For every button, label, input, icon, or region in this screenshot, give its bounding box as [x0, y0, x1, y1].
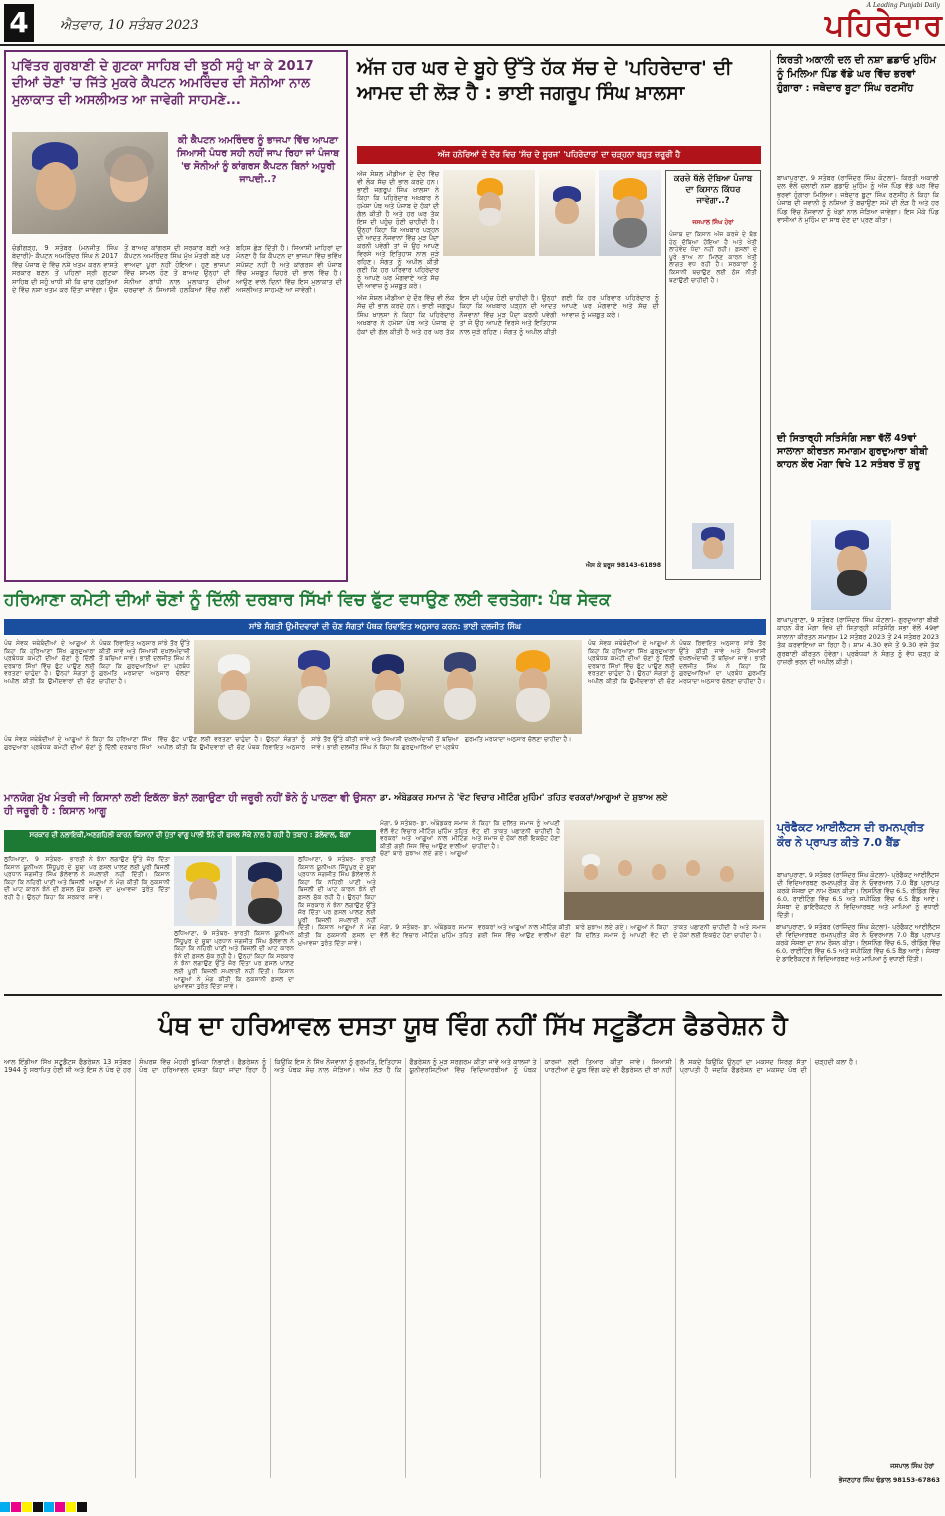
headline: ਪਵਿੱਤਰ ਗੁਰਬਾਣੀ ਦੇ ਗੁਟਕਾ ਸਾਹਿਬ ਦੀ ਝੂਠੀ ਸਹੁੰ ਖਾ ਕੇ 2017 ਦੀਆਂ ਚੋਣਾਂ 'ਚ ਜਿੱਤੇ ਮੁਕਰੇ ਕੈਪਟਨ ਅਮਰਿੰਦਰ ਦੀ ਸੋਨੀਆ ਨਾਲ ਮੁਲਾਕਾਤ ਦੀ ਅਸਲੀਅਤ ਆ ਜਾਵੇਗੀ ਸਾਹਮਣੇ... [12, 59, 314, 108]
photo-kisan-leader-2 [236, 856, 294, 926]
moga-body: ਬਾਘਾਪੁਰਾਣਾ, 9 ਸਤੰਬਰ (ਰਾਜਿੰਦਰ ਸਿੰਘ ਕੋਟਲਾ)- ਕਿਰਤੀ ਅਕਾਲੀ ਦਲ ਵੱਲੋਂ ਚਲਾਈ ਨਸ਼ਾ ਛਡਾਓ ਮੁਹਿੰਮ ਨੂੰ ਅੱਜ ਪਿੰਡ ਵੱਡੇ ਘਰ ਵਿੱਚ ਭਰਵਾਂ ਹੁੰਗਾਰਾ ਮਿਲਿਆ। ਜਥੇਦਾਰ ਬੂਟਾ ਸਿੰਘ ਰਣਸੀਂਹ ਨੇ ਕਿਹਾ ਕਿ ਪੰਜਾਬ ਦੀ ਜਵਾਨੀ ਨੂੰ ਨਸ਼ਿਆਂ ਤੋਂ ਬਚਾਉਣਾ ਸਮੇਂ ਦੀ ਲੋੜ ਹੈ ਅਤੇ ਹਰ ਪਿੰਡ ਵਿੱਚ ਨੌਜਵਾਨਾਂ ਨੂੰ ਖੇਡਾਂ ਨਾਲ ਜੋੜਿਆ ਜਾਵੇਗਾ। ਇਸ ਮੌਕੇ ਪਿੰਡ ਵਾਸੀਆਂ ਨੇ ਮੁਹਿੰਮ ਦਾ ਸਾਥ ਦੇਣ ਦਾ ਪ੍ਰਣ ਕੀਤਾ। [777, 174, 939, 225]
story-jagroop [353, 50, 765, 582]
kisan-body-right: ਲੁਧਿਆਣਾ, 9 ਸਤੰਬਰ- ਭਾਰਤੀ ਕਿਸਾਨ ਯੂਨੀਅਨ ਸਿੱਧੂਪੁਰ ਦੇ ਸੂਬਾ ਪ੍ਰਧਾਨ ਜਗਜੀਤ ਸਿੰਘ ਡੱਲੇਵਾਲ ਨੇ ਕਿਹਾ ਕਿ ਨਹਿਰੀ ਪਾਣੀ ਅਤੇ ਬਿਜਲੀ ਦੀ ਘਾਟ ਕਾਰਨ ਝੋਨੇ ਦੀ ਫ਼ਸਲ ਸੁੱਕ ਰਹੀ ਹੈ। ਉਨ੍ਹਾਂ ਕਿਹਾ ਕਿ ਸਰਕਾਰ ਨੇ ਝੋਨਾ ਲਗਾਉਣ ਉੱਤੇ ਜ਼ੋਰ ਦਿੱਤਾ ਪਰ ਫ਼ਸਲ ਪਾਲਣ ਲਈ ਪੂਰੀ ਬਿਜਲੀ ਸਪਲਾਈ ਨਹੀਂ ਦਿੱਤੀ। ਕਿਸਾਨ ਆਗੂਆਂ ਨੇ ਮੰਗ ਕੀਤੀ ਕਿ ਨੁਕਸਾਨੀ ਫ਼ਸਲ ਦਾ ਮੁਆਵਜ਼ਾ ਤੁਰੰਤ ਦਿੱਤਾ ਜਾਵੇ। [298, 856, 376, 947]
page-header [0, 0, 945, 46]
banner-subhead: ਸਾਂਝੇ ਸੰਗਤੀ ਉਮੀਦਵਾਰਾਂ ਦੀ ਚੋਣ ਸੰਗਤਾਂ ਪੰਥਕ ਰਿਵਾਇਤ ਅਨੁਸਾਰ ਕਰਨ: ਭਾਈ ਦਲਜੀਤ ਸਿੰਘ [4, 619, 766, 635]
story-gurbani [4, 50, 348, 582]
box-headline: ਕਰਜ਼ੇ ਥੱਲੇ ਦੱਬਿਆ ਪੰਜਾਬ ਦਾ ਕਿਸਾਨ ਕਿੱਧਰ ਜਾਵੇਗਾ..? [673, 174, 753, 206]
ambedkar-body-left: ਮੋਗਾ, 9 ਸਤੰਬਰ- ਡਾ. ਅੰਬੇਡਕਰ ਸਮਾਜ ਵੱਲੋਂ ਵੋਟ ਵਿਚਾਰ ਮੀਟਿੰਗ ਮੁਹਿੰਮ ਤਹਿਤ ਵਰਕਰਾਂ ਅਤੇ ਆਗੂਆਂ ਨਾਲ ਮੀਟਿੰਗ ਕੀਤੀ ਗਈ ਜਿਸ ਵਿੱਚ ਆਉਣ ਵਾਲੀਆਂ ਚੋਣਾਂ ਬਾਰੇ ਸੁਝਾਅ ਲਏ ਗਏ। ਆਗੂਆਂ ਨੇ ਕਿਹਾ ਕਿ ਦਲਿਤ ਸਮਾਜ ਨੂੰ ਆਪਣੀ ਵੋਟ ਦੀ ਤਾਕਤ ਪਛਾਣਨੀ ਚਾਹੀਦੀ ਹੈ ਅਤੇ ਸਮਾਜ ਦੇ ਹੱਕਾਂ ਲਈ ਇਕਜੁੱਟ ਹੋਣਾ ਚਾਹੀਦਾ ਹੈ। [380, 820, 560, 858]
ambedkar-body-bottom: ਮੋਗਾ, 9 ਸਤੰਬਰ- ਡਾ. ਅੰਬੇਡਕਰ ਸਮਾਜ ਵੱਲੋਂ ਵੋਟ ਵਿਚਾਰ ਮੀਟਿੰਗ ਮੁਹਿੰਮ ਤਹਿਤ ਵਰਕਰਾਂ ਅਤੇ ਆਗੂਆਂ ਨਾਲ ਮੀਟਿੰਗ ਕੀਤੀ ਗਈ ਜਿਸ ਵਿੱਚ ਆਉਣ ਵਾਲੀਆਂ ਚੋਣਾਂ ਬਾਰੇ ਸੁਝਾਅ ਲਏ ਗਏ। ਆਗੂਆਂ ਨੇ ਕਿਹਾ ਕਿ ਦਲਿਤ ਸਮਾਜ ਨੂੰ ਆਪਣੀ ਵੋਟ ਦੀ ਤਾਕਤ ਪਛਾਣਨੀ ਚਾਹੀਦੀ ਹੈ ਅਤੇ ਸਮਾਜ ਦੇ ਹੱਕਾਂ ਲਈ ਇਕਜੁੱਟ ਹੋਣਾ ਚਾਹੀਦਾ ਹੈ। [380, 924, 766, 939]
headline: ਅੱਜ ਹਰ ਘਰ ਦੇ ਬੂਹੇ ਉੱਤੇ ਹੱਕ ਸੱਚ ਦੇ 'ਪਹਿਰੇਦਾਰ' ਦੀ ਆਮਦ ਦੀ ਲੋੜ ਹੈ : ਭਾਈ ਜਗਰੂਪ ਸਿੰਘ ਖ਼ਾਲਸਾ [357, 57, 732, 104]
photo-jagroop-singh [599, 170, 661, 256]
kirtan-headline: ਦੀ ਸਿਤਾਰ੍ਹੀ ਸਤਿਸੰਗਿ ਸਭਾ ਵੱਲੋਂ 49ਵਾਂ ਸਾਲਾਨਾ ਕੀਰਤਨ ਸਮਾਗਮ ਗੁਰਦੁਆਰਾ ਬੀਬੀ ਕਾਹਨ ਕੌਰ ਮੋਗਾ ਵਿਖੇ 12 ਸਤੰਬਰ ਤੋਂ ਸ਼ੁਰੂ [777, 433, 928, 470]
tagline: A Leading Punjabi Daily [866, 2, 940, 9]
ielts-body: ਬਾਘਾਪੁਰਾਣਾ, 9 ਸਤੰਬਰ (ਰਾਜਿੰਦਰ ਸਿੰਘ ਕੋਟਲਾ)- ਪ੍ਰੋਫੈਕਟ ਆਈਲੈਟਸ ਦੀ ਵਿਦਿਆਰਥਣ ਰਮਨਪ੍ਰੀਤ ਕੌਰ ਨੇ ਓਵਰਆਲ 7.0 ਬੈਂਡ ਪ੍ਰਾਪਤ ਕਰਕੇ ਸੰਸਥਾ ਦਾ ਨਾਮ ਰੌਸ਼ਨ ਕੀਤਾ। ਲਿਸਨਿੰਗ ਵਿੱਚ 6.5, ਰੀਡਿੰਗ ਵਿੱਚ 6.0, ਰਾਈਟਿੰਗ ਵਿੱਚ 6.5 ਅਤੇ ਸਪੀਕਿੰਗ ਵਿੱਚ 6.5 ਬੈਂਡ ਆਏ। ਸੰਸਥਾ ਦੇ ਡਾਇਰੈਕਟਰ ਨੇ ਵਿਦਿਆਰਥਣ ਅਤੇ ਮਾਪਿਆਂ ਨੂੰ ਵਧਾਈ ਦਿੱਤੀ। [777, 872, 939, 919]
footer-credit: ਭੇਜਣਹਾਰ ਸਿੰਘ ਢੰਡਾਲ 98153-67863 [838, 1476, 940, 1484]
banner-headline: ਹਰਿਆਣਾ ਕਮੇਟੀ ਦੀਆਂ ਚੋਣਾਂ ਨੂੰ ਦਿੱਲੀ ਦਰਬਾਰ ਸਿੱਖਾਂ ਵਿਚ ਫੁੱਟ ਵਧਾਉਣ ਲਈ ਵਰਤੇਗਾ: ਪੰਥ ਸੇਵਕ [4, 590, 611, 610]
photo-kisan-leader-1 [174, 856, 232, 926]
photo-ambedkar-meeting [564, 820, 764, 920]
kisan-body-under: ਲੁਧਿਆਣਾ, 9 ਸਤੰਬਰ- ਭਾਰਤੀ ਕਿਸਾਨ ਯੂਨੀਅਨ ਸਿੱਧੂਪੁਰ ਦੇ ਸੂਬਾ ਪ੍ਰਧਾਨ ਜਗਜੀਤ ਸਿੰਘ ਡੱਲੇਵਾਲ ਨੇ ਕਿਹਾ ਕਿ ਨਹਿਰੀ ਪਾਣੀ ਅਤੇ ਬਿਜਲੀ ਦੀ ਘਾਟ ਕਾਰਨ ਝੋਨੇ ਦੀ ਫ਼ਸਲ ਸੁੱਕ ਰਹੀ ਹੈ। ਉਨ੍ਹਾਂ ਕਿਹਾ ਕਿ ਸਰਕਾਰ ਨੇ ਝੋਨਾ ਲਗਾਉਣ ਉੱਤੇ ਜ਼ੋਰ ਦਿੱਤਾ ਪਰ ਫ਼ਸਲ ਪਾਲਣ ਲਈ ਪੂਰੀ ਬਿਜਲੀ ਸਪਲਾਈ ਨਹੀਂ ਦਿੱਤੀ। ਕਿਸਾਨ ਆਗੂਆਂ ਨੇ ਮੰਗ ਕੀਤੀ ਕਿ ਨੁਕਸਾਨੀ ਫ਼ਸਲ ਦਾ ਮੁਆਵਜ਼ਾ ਤੁਰੰਤ ਦਿੱਤਾ ਜਾਵੇ। [174, 930, 294, 991]
youth-signoff: ਜਸਪਾਲ ਸਿੰਘ ਹੇਰਾਂ [890, 1462, 934, 1470]
youth-headline: ਪੰਥ ਦਾ ਹਰਿਆਵਲ ਦਸਤਾ ਯੂਥ ਵਿੰਗ ਨਹੀਂ ਸਿੱਖ ਸਟੂਡੈਂਟਸ ਫੈਡਰੇਸ਼ਨ ਹੈ [158, 1011, 788, 1040]
photo-speaker [539, 170, 595, 256]
story-kisan [4, 790, 376, 990]
ielts-headline: ਪ੍ਰੋਫੈਕਟ ਆਈਲੈਟਸ ਦੀ ਰਮਨਪ੍ਰੀਤ ਕੌਰ ਨੇ ਪ੍ਰਾਪਤ ਕੀਤੇ 7.0 ਬੈਂਡ [777, 821, 924, 849]
photo-captain-sonia [12, 132, 168, 234]
page-number: 4 [4, 4, 34, 42]
kirtan-body: ਬਾਘਾਪੁਰਾਣਾ, 9 ਸਤੰਬਰ (ਰਾਜਿੰਦਰ ਸਿੰਘ ਕੋਟਲਾ)- ਗੁਰਦੁਆਰਾ ਬੀਬੀ ਕਾਹਨ ਕੌਰ ਮੋਗਾ ਵਿਖੇ ਦੀ ਸਿਤਾਰ੍ਹੀ ਸਤਿਸੰਗਿ ਸਭਾ ਵੱਲੋਂ 49ਵਾਂ ਸਾਲਾਨਾ ਕੀਰਤਨ ਸਮਾਗਮ 12 ਸਤੰਬਰ 2023 ਤੋਂ 24 ਸਤੰਬਰ 2023 ਤੱਕ ਕਰਵਾਇਆ ਜਾ ਰਿਹਾ ਹੈ। ਸ਼ਾਮ 4.30 ਵਜੇ ਤੋਂ 9.30 ਵਜੇ ਤੱਕ ਗੁਰਬਾਣੀ ਕੀਰਤਨ ਹੋਵੇਗਾ। ਪ੍ਰਬੰਧਕਾਂ ਨੇ ਸੰਗਤ ਨੂੰ ਵੱਧ ਚੜ੍ਹ ਕੇ ਹਾਜ਼ਰੀ ਭਰਨ ਦੀ ਅਪੀਲ ਕੀਤੀ। [777, 616, 939, 667]
story-body-left: ਅੱਜ ਸੋਸ਼ਲ ਮੀਡੀਆ ਦੇ ਦੌਰ ਵਿੱਚ ਵੀ ਲੋਕ ਸੱਚ ਦੀ ਭਾਲ ਕਰਦੇ ਹਨ। ਭਾਈ ਜਗਰੂਪ ਸਿੰਘ ਖ਼ਾਲਸਾ ਨੇ ਕਿਹਾ ਕਿ ਪਹਿਰੇਦਾਰ ਅਖ਼ਬਾਰ ਨੇ ਹਮੇਸ਼ਾ ਪੰਥ ਅਤੇ ਪੰਜਾਬ ਦੇ ਹੱਕਾਂ ਦੀ ਗੱਲ ਕੀਤੀ ਹੈ ਅਤੇ ਹਰ ਘਰ ਤੱਕ ਇਸ ਦੀ ਪਹੁੰਚ ਹੋਣੀ ਚਾਹੀਦੀ ਹੈ। ਉਨ੍ਹਾਂ ਕਿਹਾ ਕਿ ਅਖ਼ਬਾਰ ਪੜ੍ਹਨ ਦੀ ਆਦਤ ਨੌਜਵਾਨਾਂ ਵਿੱਚ ਮੁੜ ਪੈਦਾ ਕਰਨੀ ਪਵੇਗੀ ਤਾਂ ਜੋ ਉਹ ਆਪਣੇ ਵਿਰਸੇ ਅਤੇ ਇਤਿਹਾਸ ਨਾਲ ਜੁੜੇ ਰਹਿਣ। ਸੰਗਤ ਨੂੰ ਅਪੀਲ ਕੀਤੀ ਗਈ ਕਿ ਹਰ ਪਰਿਵਾਰ ਪਹਿਰੇਦਾਰ ਨੂੰ ਆਪਣੇ ਘਰ ਮੰਗਵਾਏ ਅਤੇ ਸੱਚ ਦੀ ਆਵਾਜ਼ ਨੂੰ ਮਜ਼ਬੂਤ ਕਰੇ। [357, 170, 439, 290]
box-kisan-debt [665, 170, 761, 580]
story-body-main: ਅੱਜ ਸੋਸ਼ਲ ਮੀਡੀਆ ਦੇ ਦੌਰ ਵਿੱਚ ਵੀ ਲੋਕ ਸੱਚ ਦੀ ਭਾਲ ਕਰਦੇ ਹਨ। ਭਾਈ ਜਗਰੂਪ ਸਿੰਘ ਖ਼ਾਲਸਾ ਨੇ ਕਿਹਾ ਕਿ ਪਹਿਰੇਦਾਰ ਅਖ਼ਬਾਰ ਨੇ ਹਮੇਸ਼ਾ ਪੰਥ ਅਤੇ ਪੰਜਾਬ ਦੇ ਹੱਕਾਂ ਦੀ ਗੱਲ ਕੀਤੀ ਹੈ ਅਤੇ ਹਰ ਘਰ ਤੱਕ ਇਸ ਦੀ ਪਹੁੰਚ ਹੋਣੀ ਚਾਹੀਦੀ ਹੈ। ਉਨ੍ਹਾਂ ਕਿਹਾ ਕਿ ਅਖ਼ਬਾਰ ਪੜ੍ਹਨ ਦੀ ਆਦਤ ਨੌਜਵਾਨਾਂ ਵਿੱਚ ਮੁੜ ਪੈਦਾ ਕਰਨੀ ਪਵੇਗੀ ਤਾਂ ਜੋ ਉਹ ਆਪਣੇ ਵਿਰਸੇ ਅਤੇ ਇਤਿਹਾਸ ਨਾਲ ਜੁੜੇ ਰਹਿਣ। ਸੰਗਤ ਨੂੰ ਅਪੀਲ ਕੀਤੀ ਗਈ ਕਿ ਹਰ ਪਰਿਵਾਰ ਪਹਿਰੇਦਾਰ ਨੂੰ ਆਪਣੇ ਘਰ ਮੰਗਵਾਏ ਅਤੇ ਸੱਚ ਦੀ ਆਵਾਜ਼ ਨੂੰ ਮਜ਼ਬੂਤ ਕਰੇ। [357, 294, 659, 336]
story-body: ਚੰਡੀਗੜ੍ਹ, 9 ਸਤੰਬਰ (ਮਨਜੀਤ ਸਿੰਘ ਬੇਦਾਰੀ)- ਕੈਪਟਨ ਅਮਰਿੰਦਰ ਸਿੰਘ ਨੇ 2017 ਵਿੱਚ ਪੰਜਾਬ ਦੇ ਵਿੱਚ ਨਸ਼ੇ ਖਤਮ ਕਰਨ ਵਾਸਤੇ ਸਰਕਾਰ ਬਣਨ ਤੋਂ ਪਹਿਲਾਂ ਸ੍ਰੀ ਗੁਟਕਾ ਸਾਹਿਬ ਦੀ ਸਹੁੰ ਖਾਧੀ ਸੀ ਕਿ ਚਾਰ ਹਫ਼ਤਿਆਂ ਦੇ ਵਿੱਚ ਨਸ਼ਾ ਖਤਮ ਕਰ ਦਿੱਤਾ ਜਾਵੇਗਾ। ਉਸ ਤੋਂ ਬਾਅਦ ਕਾਂਗਰਸ ਦੀ ਸਰਕਾਰ ਬਣੀ ਅਤੇ ਕੈਪਟਨ ਅਮਰਿੰਦਰ ਸਿੰਘ ਮੁੱਖ ਮੰਤਰੀ ਬਣੇ ਪਰ ਵਾਅਦਾ ਪੂਰਾ ਨਹੀਂ ਹੋਇਆ। ਹੁਣ ਭਾਜਪਾ ਵਿੱਚ ਸ਼ਾਮਲ ਹੋਣ ਤੋਂ ਬਾਅਦ ਉਨ੍ਹਾਂ ਦੀ ਸੋਨੀਆ ਗਾਂਧੀ ਨਾਲ ਮੁਲਾਕਾਤ ਦੀਆਂ ਚਰਚਾਵਾਂ ਨੇ ਸਿਆਸੀ ਹਲਕਿਆਂ ਵਿੱਚ ਨਵੀਂ ਬਹਿਸ ਛੇੜ ਦਿੱਤੀ ਹੈ। ਸਿਆਸੀ ਮਾਹਿਰਾਂ ਦਾ ਮੰਨਣਾ ਹੈ ਕਿ ਕੈਪਟਨ ਦਾ ਭਾਜਪਾ ਵਿੱਚ ਭਵਿੱਖ ਸਪੱਸ਼ਟ ਨਹੀਂ ਹੈ ਅਤੇ ਕਾਂਗਰਸ ਵੀ ਪੰਜਾਬ ਵਿੱਚ ਮਜ਼ਬੂਤ ਚਿਹਰੇ ਦੀ ਭਾਲ ਵਿੱਚ ਹੈ। ਆਉਣ ਵਾਲੇ ਦਿਨਾਂ ਵਿੱਚ ਇਸ ਮੁਲਾਕਾਤ ਦੀ ਅਸਲੀਅਤ ਸਾਹਮਣੇ ਆ ਜਾਵੇਗੀ। [12, 244, 342, 295]
moga-headline: ਕਿਰਤੀ ਅਕਾਲੀ ਦਲ ਦੀ ਨਸ਼ਾ ਛਡਾਓ ਮੁਹਿੰਮ ਨੂੰ ਮਿਲਿਆ ਪਿੰਡ ਵੱਡੇ ਘਰ ਵਿੱਚ ਭਰਵਾਂ ਹੁੰਗਾਰਾ : ਜਥੇਦਾਰ ਬੂਟਾ ਸਿੰਘ ਰਣਸੀਂਹ [777, 55, 936, 94]
haryana-body-left: ਪੰਥ ਸੇਵਕ ਜਥੇਬੰਦੀਆਂ ਦੇ ਆਗੂਆਂ ਨੇ ਕਿਹਾ ਕਿ ਹਰਿਆਣਾ ਸਿੱਖ ਗੁਰਦੁਆਰਾ ਪ੍ਰਬੰਧਕ ਕਮੇਟੀ ਦੀਆਂ ਚੋਣਾਂ ਨੂੰ ਦਿੱਲੀ ਦਰਬਾਰ ਸਿੱਖਾਂ ਵਿੱਚ ਫੁੱਟ ਪਾਉਣ ਲਈ ਵਰਤਣਾ ਚਾਹੁੰਦਾ ਹੈ। ਉਨ੍ਹਾਂ ਸੰਗਤਾਂ ਨੂੰ ਅਪੀਲ ਕੀਤੀ ਕਿ ਉਮੀਦਵਾਰਾਂ ਦੀ ਚੋਣ ਪੰਥਕ ਰਿਵਾਇਤ ਅਨੁਸਾਰ ਸਾਂਝੇ ਤੌਰ ਉੱਤੇ ਕੀਤੀ ਜਾਵੇ ਅਤੇ ਸਿਆਸੀ ਦਖ਼ਲਅੰਦਾਜ਼ੀ ਤੋਂ ਬਚਿਆ ਜਾਵੇ। ਭਾਈ ਦਲਜੀਤ ਸਿੰਘ ਨੇ ਕਿਹਾ ਕਿ ਗੁਰਦੁਆਰਿਆਂ ਦਾ ਪ੍ਰਬੰਧ ਗੁਰਮਤਿ ਮਰਯਾਦਾ ਅਨੁਸਾਰ ਚੱਲਣਾ ਚਾਹੀਦਾ ਹੈ। [4, 640, 190, 685]
date-line: ਐਤਵਾਰ, 10 ਸਤੰਬਰ 2023 [60, 18, 199, 33]
right-column [770, 50, 942, 922]
haryana-body-bottom: ਪੰਥ ਸੇਵਕ ਜਥੇਬੰਦੀਆਂ ਦੇ ਆਗੂਆਂ ਨੇ ਕਿਹਾ ਕਿ ਹਰਿਆਣਾ ਸਿੱਖ ਗੁਰਦੁਆਰਾ ਪ੍ਰਬੰਧਕ ਕਮੇਟੀ ਦੀਆਂ ਚੋਣਾਂ ਨੂੰ ਦਿੱਲੀ ਦਰਬਾਰ ਸਿੱਖਾਂ ਵਿੱਚ ਫੁੱਟ ਪਾਉਣ ਲਈ ਵਰਤਣਾ ਚਾਹੁੰਦਾ ਹੈ। ਉਨ੍ਹਾਂ ਸੰਗਤਾਂ ਨੂੰ ਅਪੀਲ ਕੀਤੀ ਕਿ ਉਮੀਦਵਾਰਾਂ ਦੀ ਚੋਣ ਪੰਥਕ ਰਿਵਾਇਤ ਅਨੁਸਾਰ ਸਾਂਝੇ ਤੌਰ ਉੱਤੇ ਕੀਤੀ ਜਾਵੇ ਅਤੇ ਸਿਆਸੀ ਦਖ਼ਲਅੰਦਾਜ਼ੀ ਤੋਂ ਬਚਿਆ ਜਾਵੇ। ਭਾਈ ਦਲਜੀਤ ਸਿੰਘ ਨੇ ਕਿਹਾ ਕਿ ਗੁਰਦੁਆਰਿਆਂ ਦਾ ਪ੍ਰਬੰਧ ਗੁਰਮਤਿ ਮਰਯਾਦਾ ਅਨੁਸਾਰ ਚੱਲਣਾ ਚਾਹੀਦਾ ਹੈ। [4, 736, 572, 751]
youth-body: ਆਲ ਇੰਡੀਆ ਸਿੱਖ ਸਟੂਡੈਂਟਸ ਫੈਡਰੇਸ਼ਨ 13 ਸਤੰਬਰ 1944 ਨੂੰ ਸਥਾਪਿਤ ਹੋਈ ਸੀ ਅਤੇ ਇਸ ਨੇ ਪੰਥ ਦੇ ਹਰ ਸੰਘਰਸ਼ ਵਿੱਚ ਮੋਹਰੀ ਭੂਮਿਕਾ ਨਿਭਾਈ। ਫੈਡਰੇਸ਼ਨ ਨੂੰ ਪੰਥ ਦਾ ਹਰਿਆਵਲ ਦਸਤਾ ਕਿਹਾ ਜਾਂਦਾ ਰਿਹਾ ਹੈ ਕਿਉਂਕਿ ਇਸ ਨੇ ਸਿੱਖ ਨੌਜਵਾਨਾਂ ਨੂੰ ਗੁਰਮਤਿ, ਇਤਿਹਾਸ ਅਤੇ ਪੰਥਕ ਸੋਚ ਨਾਲ ਜੋੜਿਆ। ਅੱਜ ਲੋੜ ਹੈ ਕਿ ਫੈਡਰੇਸ਼ਨ ਨੂੰ ਮੁੜ ਸਰਗਰਮ ਕੀਤਾ ਜਾਵੇ ਅਤੇ ਕਾਲਜਾਂ ਤੇ ਯੂਨੀਵਰਸਿਟੀਆਂ ਵਿੱਚ ਵਿਦਿਆਰਥੀਆਂ ਨੂੰ ਪੰਥਕ ਕਾਰਜਾਂ ਲਈ ਤਿਆਰ ਕੀਤਾ ਜਾਵੇ। ਸਿਆਸੀ ਪਾਰਟੀਆਂ ਦੇ ਯੂਥ ਵਿੰਗ ਕਦੇ ਵੀ ਫੈਡਰੇਸ਼ਨ ਦੀ ਥਾਂ ਨਹੀਂ ਲੈ ਸਕਦੇ ਕਿਉਂਕਿ ਉਨ੍ਹਾਂ ਦਾ ਮਕਸਦ ਸਿਰਫ਼ ਸੱਤਾ ਪ੍ਰਾਪਤੀ ਹੈ ਜਦਕਿ ਫੈਡਰੇਸ਼ਨ ਦਾ ਮਕਸਦ ਪੰਥ ਦੀ ਚੜ੍ਹਦੀ ਕਲਾ ਹੈ। [4, 1058, 858, 1075]
kirtan-photo [811, 520, 891, 610]
subhead: ਅੱਜ ਹਨੇਰਿਆਂ ਦੇ ਦੌਰ ਵਿਚ 'ਸੱਚ ਦੇ ਸੂਰਜ' 'ਪਹਿਰੇਦਾਰ' ਦਾ ਚੜ੍ਹਨਾ ਬਹੁਤ ਜ਼ਰੂਰੀ ਹੈ [357, 146, 761, 164]
pullquote: ਕੀ ਕੈਪਟਨ ਅਮਰਿੰਦਰ ਨੂੰ ਭਾਜਪਾ ਵਿੱਚ ਆਪਣਾ ਸਿਆਸੀ ਪੰਧਰ ਸਹੀ ਨਹੀਂ ਜਾਪ ਰਿਹਾ ਜਾਂ ਪੰਜਾਬ 'ਚ ਸੋਨੀਆਂ ਨੂੰ ਕਾਂਗਰਸ ਕੈਪਟਨ ਬਿਨਾਂ ਅਧੂਰੀ ਜਾਪਦੀ..? [176, 135, 340, 185]
kisan-body-left: ਲੁਧਿਆਣਾ, 9 ਸਤੰਬਰ- ਭਾਰਤੀ ਕਿਸਾਨ ਯੂਨੀਅਨ ਸਿੱਧੂਪੁਰ ਦੇ ਸੂਬਾ ਪ੍ਰਧਾਨ ਜਗਜੀਤ ਸਿੰਘ ਡੱਲੇਵਾਲ ਨੇ ਕਿਹਾ ਕਿ ਨਹਿਰੀ ਪਾਣੀ ਅਤੇ ਬਿਜਲੀ ਦੀ ਘਾਟ ਕਾਰਨ ਝੋਨੇ ਦੀ ਫ਼ਸਲ ਸੁੱਕ ਰਹੀ ਹੈ। ਉਨ੍ਹਾਂ ਕਿਹਾ ਕਿ ਸਰਕਾਰ ਨੇ ਝੋਨਾ ਲਗਾਉਣ ਉੱਤੇ ਜ਼ੋਰ ਦਿੱਤਾ ਪਰ ਫ਼ਸਲ ਪਾਲਣ ਲਈ ਪੂਰੀ ਬਿਜਲੀ ਸਪਲਾਈ ਨਹੀਂ ਦਿੱਤੀ। ਕਿਸਾਨ ਆਗੂਆਂ ਨੇ ਮੰਗ ਕੀਤੀ ਕਿ ਨੁਕਸਾਨੀ ਫ਼ਸਲ ਦਾ ਮੁਆਵਜ਼ਾ ਤੁਰੰਤ ਦਿੱਤਾ ਜਾਵੇ। [4, 856, 170, 901]
box-body: ਪੰਜਾਬ ਦਾ ਕਿਸਾਨ ਅੱਜ ਕਰਜ਼ੇ ਦੇ ਬੋਝ ਹੇਠ ਦੱਬਿਆ ਹੋਇਆ ਹੈ ਅਤੇ ਖੇਤੀ ਲਾਹੇਵੰਦ ਧੰਦਾ ਨਹੀਂ ਰਹੀ। ਫ਼ਸਲਾਂ ਦੇ ਪੂਰੇ ਭਾਅ ਨਾ ਮਿਲਣ ਕਾਰਨ ਖੇਤੀ ਲਾਗਤ ਵਧ ਰਹੀ ਹੈ। ਸਰਕਾਰਾਂ ਨੂੰ ਕਿਸਾਨੀ ਬਚਾਉਣ ਲਈ ਠੋਸ ਨੀਤੀ ਬਣਾਉਣੀ ਚਾਹੀਦੀ ਹੈ। [669, 231, 757, 284]
print-color-bar [0, 1497, 945, 1507]
ielts-body-continued: ਬਾਘਾਪੁਰਾਣਾ, 9 ਸਤੰਬਰ (ਰਾਜਿੰਦਰ ਸਿੰਘ ਕੋਟਲਾ)- ਪ੍ਰੋਫੈਕਟ ਆਈਲੈਟਸ ਦੀ ਵਿਦਿਆਰਥਣ ਰਮਨਪ੍ਰੀਤ ਕੌਰ ਨੇ ਓਵਰਆਲ 7.0 ਬੈਂਡ ਪ੍ਰਾਪਤ ਕਰਕੇ ਸੰਸਥਾ ਦਾ ਨਾਮ ਰੌਸ਼ਨ ਕੀਤਾ। ਲਿਸਨਿੰਗ ਵਿੱਚ 6.5, ਰੀਡਿੰਗ ਵਿੱਚ 6.0, ਰਾਈਟਿੰਗ ਵਿੱਚ 6.5 ਅਤੇ ਸਪੀਕਿੰਗ ਵਿੱਚ 6.5 ਬੈਂਡ ਆਏ। ਸੰਸਥਾ ਦੇ ਡਾਇਰੈਕਟਰ ਨੇ ਵਿਦਿਆਰਥਣ ਅਤੇ ਮਾਪਿਆਂ ਨੂੰ ਵਧਾਈ ਦਿੱਤੀ। [776, 924, 940, 963]
ambedkar-headline: ਡਾ. ਅੰਬੇਡਕਰ ਸਮਾਜ ਨੇ 'ਵੋਟ ਵਿਚਾਰ ਮੀਟਿੰਗ ਮੁਹਿੰਮ' ਤਹਿਤ ਵਰਕਰਾਂ/ਆਗੂਆਂ ਦੇ ਸ਼ੁਝਾਅ ਲਏ [380, 793, 668, 803]
photo-panth-sevak [194, 640, 582, 734]
box-author-photo [692, 523, 734, 569]
story-youth [4, 994, 942, 1494]
photo-stage [443, 170, 535, 256]
kisan-headline: ਮਾਨਯੋਗ ਮੁੱਖ ਮੰਤਰੀ ਜੀ ਕਿਸਾਨਾਂ ਲਈ ਇਕੱਲਾ ਝੋਨਾਂ ਲਗਾਉਣਾ ਹੀ ਜਰੂਰੀ ਨਹੀਂ ਝੋਨੇ ਨੂੰ ਪਾਲਣਾ ਵੀ ਉਸਨਾ ਹੀ ਜਰੂਰੀ ਹੈ : ਕਿਸਾਨ ਆਗੂ [4, 793, 376, 817]
box-byline: ਜਸਪਾਲ ਸਿੰਘ ਹੇਰਾਂ [692, 219, 734, 226]
masthead-logo: ਪਹਿਰੇਦਾਰ [824, 8, 943, 43]
story-ambedkar [380, 790, 766, 990]
kisan-subhead: ਸਰਕਾਰ ਦੀ ਨਲਾਇਕੀ,ਅਣਗਹਿਲੀ ਕਾਰਨ ਕਿਸਾਨਾਂ ਦੀ ਪੁੱਤਾਂ ਵਾਂਗੂ ਪਾਲੀ ਝੋਨੇ ਦੀ ਫਸਲ ਸੋਕੇ ਨਾਲ ਹੋ ਰਹੀ ਹੈ ਤਬਾਹ : ਡੱਲੇਵਾਲ, ਬੱਗਾ [4, 830, 376, 852]
haryana-body-right: ਪੰਥ ਸੇਵਕ ਜਥੇਬੰਦੀਆਂ ਦੇ ਆਗੂਆਂ ਨੇ ਕਿਹਾ ਕਿ ਹਰਿਆਣਾ ਸਿੱਖ ਗੁਰਦੁਆਰਾ ਪ੍ਰਬੰਧਕ ਕਮੇਟੀ ਦੀਆਂ ਚੋਣਾਂ ਨੂੰ ਦਿੱਲੀ ਦਰਬਾਰ ਸਿੱਖਾਂ ਵਿੱਚ ਫੁੱਟ ਪਾਉਣ ਲਈ ਵਰਤਣਾ ਚਾਹੁੰਦਾ ਹੈ। ਉਨ੍ਹਾਂ ਸੰਗਤਾਂ ਨੂੰ ਅਪੀਲ ਕੀਤੀ ਕਿ ਉਮੀਦਵਾਰਾਂ ਦੀ ਚੋਣ ਪੰਥਕ ਰਿਵਾਇਤ ਅਨੁਸਾਰ ਸਾਂਝੇ ਤੌਰ ਉੱਤੇ ਕੀਤੀ ਜਾਵੇ ਅਤੇ ਸਿਆਸੀ ਦਖ਼ਲਅੰਦਾਜ਼ੀ ਤੋਂ ਬਚਿਆ ਜਾਵੇ। ਭਾਈ ਦਲਜੀਤ ਸਿੰਘ ਨੇ ਕਿਹਾ ਕਿ ਗੁਰਦੁਆਰਿਆਂ ਦਾ ਪ੍ਰਬੰਧ ਗੁਰਮਤਿ ਮਰਯਾਦਾ ਅਨੁਸਾਰ ਚੱਲਣਾ ਚਾਹੀਦਾ ਹੈ। [588, 640, 766, 685]
story-phone: ਐਸ ਕੇ ਬਰੂਜ 98143-61898 [585, 562, 661, 569]
